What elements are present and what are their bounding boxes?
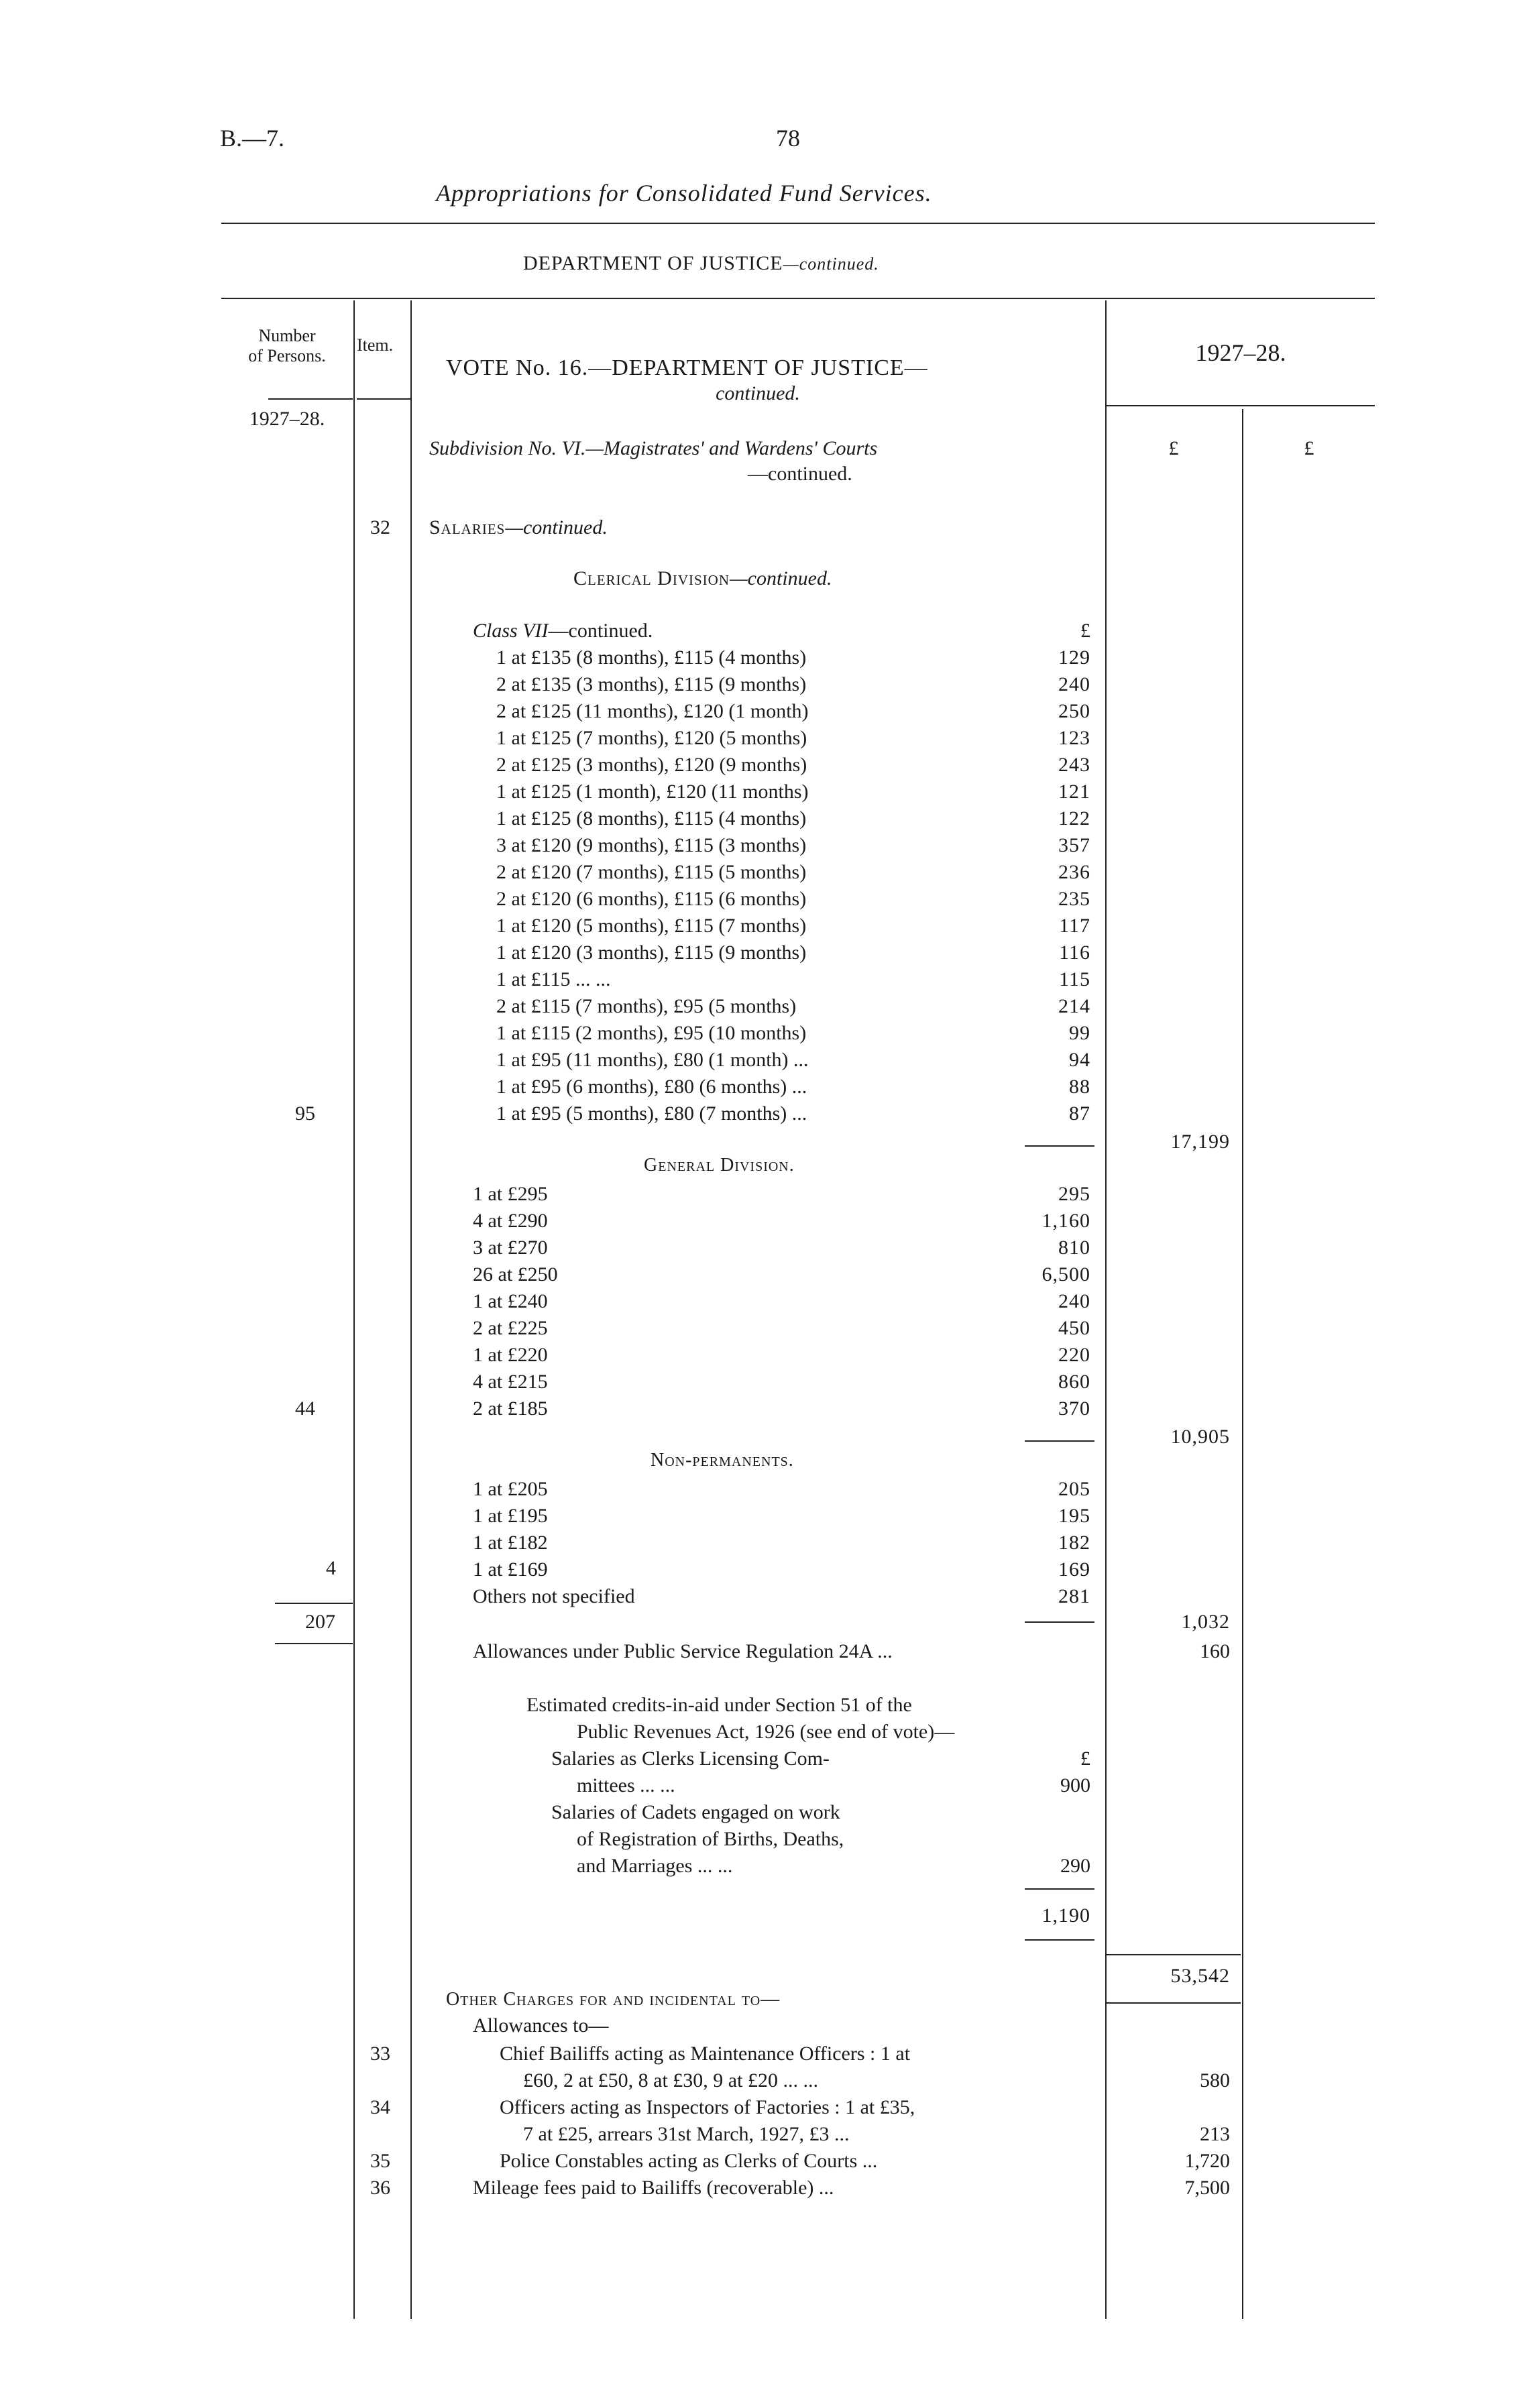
item-35-line1: Police Constables acting as Clerks of Courts ... bbox=[500, 2150, 878, 2172]
persons-sum-rule bbox=[275, 1603, 353, 1604]
clerical-row-text: 1 at £115 (2 months), £95 (10 months) bbox=[496, 1022, 807, 1044]
clerical-row-text: 2 at £125 (3 months), £120 (9 months) bbox=[496, 754, 807, 776]
item-36-amount: 7,500 bbox=[1184, 2177, 1230, 2199]
clerical-row-amount: 122 bbox=[1058, 807, 1090, 829]
subdivision-heading: Subdivision No. VI.—Magistrates' and Wardens' Courts bbox=[429, 437, 878, 459]
general-row-amount: 370 bbox=[1058, 1397, 1090, 1420]
general-row-text: 26 at £250 bbox=[473, 1263, 558, 1285]
nonperm-row-amount: 195 bbox=[1058, 1505, 1090, 1527]
credits-item1-line1: Salaries as Clerks Licensing Com- bbox=[551, 1747, 830, 1770]
clerical-row-amount: 214 bbox=[1058, 995, 1090, 1017]
clerical-row-text: 1 at £125 (1 month), £120 (11 months) bbox=[496, 781, 809, 803]
item-34-number: 34 bbox=[370, 2096, 390, 2118]
table-top-rule bbox=[221, 298, 1375, 299]
credits-sum-rule bbox=[1025, 1888, 1094, 1890]
salaries-total-rule bbox=[1107, 2002, 1241, 2004]
left-currency-symbol: £ bbox=[1168, 437, 1179, 459]
persons-header-rule bbox=[268, 398, 353, 400]
general-row-amount: 240 bbox=[1058, 1290, 1090, 1312]
clerical-row-amount: 240 bbox=[1058, 673, 1090, 695]
item-column-header: Item. bbox=[357, 335, 394, 355]
title-rule bbox=[221, 223, 1375, 224]
salaries-label: Salaries bbox=[429, 516, 506, 538]
clerical-row-text: 1 at £95 (5 months), £80 (7 months) ... bbox=[496, 1102, 807, 1125]
general-row-text: 2 at £225 bbox=[473, 1317, 548, 1339]
general-row-text: 2 at £185 bbox=[473, 1397, 548, 1420]
credits-item1-amount: 900 bbox=[1060, 1774, 1090, 1796]
credits-total: 1,190 bbox=[1041, 1904, 1090, 1927]
credits-item2-line3: and Marriages ... ... bbox=[577, 1855, 733, 1877]
clerical-row-text: 2 at £135 (3 months), £115 (9 months) bbox=[496, 673, 807, 695]
clerical-row-text: 1 at £135 (8 months), £115 (4 months) bbox=[496, 646, 807, 669]
clerical-row-amount: 117 bbox=[1059, 915, 1090, 937]
clerical-row-text: 2 at £120 (6 months), £115 (6 months) bbox=[496, 888, 807, 910]
salaries-item-number: 32 bbox=[370, 516, 390, 538]
credits-item2-line1: Salaries of Cadets engaged on work bbox=[551, 1801, 840, 1823]
nonperm-sum-rule bbox=[1025, 1621, 1094, 1623]
item-33-amount: 580 bbox=[1200, 2069, 1230, 2091]
page-reference: B.—7. bbox=[220, 125, 285, 152]
clerical-row-amount: 357 bbox=[1058, 834, 1090, 856]
credits-currency-symbol: £ bbox=[1080, 1747, 1090, 1770]
credits-line1: Estimated credits-in-aid under Section 51 of the bbox=[526, 1694, 912, 1716]
clerical-total: 17,199 bbox=[1170, 1131, 1230, 1153]
general-row-amount: 450 bbox=[1058, 1317, 1090, 1339]
clerical-row-text: 2 at £115 (7 months), £95 (5 months) bbox=[496, 995, 797, 1017]
nonperm-total: 1,032 bbox=[1181, 1611, 1230, 1633]
item-34-amount: 213 bbox=[1200, 2123, 1230, 2145]
other-charges-heading: Other Charges for and incidental to— bbox=[446, 1989, 781, 2010]
clerical-row-amount: 129 bbox=[1058, 646, 1090, 669]
general-row-amount: 295 bbox=[1058, 1183, 1090, 1205]
clerical-row-text: 1 at £125 (8 months), £115 (4 months) bbox=[496, 807, 807, 829]
nonperm-row-amount: 169 bbox=[1058, 1558, 1090, 1581]
credits-line2: Public Revenues Act, 1926 (see end of vote)— bbox=[577, 1721, 955, 1743]
column-line-item bbox=[410, 300, 412, 2319]
clerical-row-text: 1 at £95 (11 months), £80 (1 month) ... bbox=[496, 1049, 809, 1071]
clerical-row-text: 2 at £125 (11 months), £120 (1 month) bbox=[496, 700, 809, 722]
credits-item1-line2: mittees ... ... bbox=[577, 1774, 675, 1796]
clerical-row-amount: 250 bbox=[1058, 700, 1090, 722]
clerical-row-text: 3 at £120 (9 months), £115 (3 months) bbox=[496, 834, 807, 856]
column-line-right-amount bbox=[1242, 409, 1243, 2319]
department-suffix: —continued. bbox=[783, 254, 879, 274]
persons-year: 1927–28. bbox=[249, 408, 325, 430]
item-35-number: 35 bbox=[370, 2150, 390, 2172]
general-row-text: 1 at £295 bbox=[473, 1183, 548, 1205]
persons-total-rule bbox=[275, 1643, 353, 1644]
year-header-rule bbox=[1107, 405, 1375, 406]
general-row-text: 4 at £215 bbox=[473, 1371, 548, 1393]
clerical-row-text: 1 at £95 (6 months), £80 (6 months) ... bbox=[496, 1076, 807, 1098]
nonperm-row-text: 1 at £195 bbox=[473, 1505, 548, 1527]
general-total: 10,905 bbox=[1170, 1426, 1230, 1448]
nonperm-row-amount: 182 bbox=[1058, 1532, 1090, 1554]
salaries-continued: —continued. bbox=[505, 516, 608, 538]
salaries-heading bbox=[429, 516, 608, 539]
clerical-row-amount: 235 bbox=[1058, 888, 1090, 910]
class-currency-symbol: £ bbox=[1080, 620, 1090, 642]
clerical-row-text: 1 at £120 (5 months), £115 (7 months) bbox=[496, 915, 807, 937]
vote-continued: continued. bbox=[716, 382, 800, 404]
page-title: Appropriations for Consolidated Fund Services. bbox=[436, 180, 932, 207]
salaries-sum-rule bbox=[1107, 1954, 1241, 1955]
general-row-amount: 6,500 bbox=[1041, 1263, 1090, 1285]
item-34-line2: 7 at £25, arrears 31st March, 1927, £3 ... bbox=[523, 2123, 850, 2145]
credits-item2-amount: 290 bbox=[1060, 1855, 1090, 1877]
general-row-text: 3 at £270 bbox=[473, 1237, 548, 1259]
persons-total: 207 bbox=[305, 1611, 335, 1633]
clerical-row-amount: 236 bbox=[1058, 861, 1090, 883]
general-row-amount: 860 bbox=[1058, 1371, 1090, 1393]
general-row-text: 4 at £290 bbox=[473, 1210, 548, 1232]
allowances-reg-24a: Allowances under Public Service Regulation 24A ... bbox=[473, 1640, 893, 1662]
general-row-text: 1 at £220 bbox=[473, 1344, 548, 1366]
nonperm-row-text: 1 at £205 bbox=[473, 1478, 548, 1500]
nonperm-row-text: 1 at £182 bbox=[473, 1532, 548, 1554]
clerical-row-amount: 121 bbox=[1058, 781, 1090, 803]
nonperm-row-amount: 205 bbox=[1058, 1478, 1090, 1500]
clerical-row-text: 1 at £115 ... ... bbox=[496, 968, 611, 990]
clerical-row-amount: 99 bbox=[1069, 1022, 1090, 1044]
nonperm-persons: 4 bbox=[326, 1557, 336, 1579]
subdivision-continued: —continued. bbox=[748, 463, 852, 485]
general-persons: 44 bbox=[295, 1397, 315, 1420]
persons-column-header bbox=[221, 326, 353, 366]
clerical-division-heading bbox=[573, 567, 832, 590]
clerical-row-amount: 116 bbox=[1059, 941, 1090, 964]
clerical-row-amount: 123 bbox=[1058, 727, 1090, 749]
clerical-row-amount: 243 bbox=[1058, 754, 1090, 776]
allowances-to-heading: Allowances to— bbox=[473, 2014, 609, 2037]
class-label: Class VII bbox=[473, 620, 549, 642]
clerical-persons: 95 bbox=[295, 1102, 315, 1125]
department-name: DEPARTMENT OF JUSTICE bbox=[523, 252, 783, 274]
clerical-continued: —continued. bbox=[730, 567, 832, 589]
class-vii-heading bbox=[473, 620, 653, 642]
general-row-amount: 1,160 bbox=[1041, 1210, 1090, 1232]
column-line-left-amount bbox=[1105, 300, 1107, 2319]
right-currency-symbol: £ bbox=[1304, 437, 1314, 459]
item-34-line1: Officers acting as Inspectors of Factories : 1 at £35, bbox=[500, 2096, 915, 2118]
nonperm-row-amount: 281 bbox=[1058, 1585, 1090, 1607]
credits-bottom-rule bbox=[1025, 1939, 1094, 1941]
clerical-row-text: 1 at £125 (7 months), £120 (5 months) bbox=[496, 727, 807, 749]
item-33-line1: Chief Bailiffs acting as Maintenance Officers : 1 at bbox=[500, 2043, 911, 2065]
clerical-row-text: 2 at £120 (7 months), £115 (5 months) bbox=[496, 861, 807, 883]
item-33-line2: £60, 2 at £50, 8 at £30, 9 at £20 ... ... bbox=[523, 2069, 818, 2091]
general-row-amount: 220 bbox=[1058, 1344, 1090, 1366]
page-number: 78 bbox=[776, 125, 800, 152]
clerical-row-text: 1 at £120 (3 months), £115 (9 months) bbox=[496, 941, 807, 964]
clerical-row-amount: 88 bbox=[1069, 1076, 1090, 1098]
credits-item2-line2: of Registration of Births, Deaths, bbox=[577, 1828, 844, 1850]
item-35-amount: 1,720 bbox=[1184, 2150, 1230, 2172]
item-36-number: 36 bbox=[370, 2177, 390, 2199]
clerical-sum-rule bbox=[1025, 1145, 1094, 1147]
clerical-row-amount: 94 bbox=[1069, 1049, 1090, 1071]
persons-header-line2: of Persons. bbox=[248, 346, 326, 365]
general-sum-rule bbox=[1025, 1440, 1094, 1442]
clerical-row-amount: 115 bbox=[1059, 968, 1090, 990]
class-continued: —continued. bbox=[548, 620, 653, 642]
general-row-text: 1 at £240 bbox=[473, 1290, 548, 1312]
salaries-total: 53,542 bbox=[1170, 1965, 1230, 1987]
item-33-number: 33 bbox=[370, 2043, 390, 2065]
clerical-row-amount: 87 bbox=[1069, 1102, 1090, 1125]
year-header: 1927–28. bbox=[1195, 339, 1286, 366]
general-division-heading: General Division. bbox=[644, 1155, 795, 1176]
column-line-persons bbox=[353, 300, 355, 2319]
clerical-label: Clerical Division bbox=[573, 567, 730, 589]
item-header-rule bbox=[357, 398, 410, 400]
general-row-amount: 810 bbox=[1058, 1237, 1090, 1259]
vote-title: VOTE No. 16.—DEPARTMENT OF JUSTICE— bbox=[446, 355, 928, 380]
nonperm-row-text: Others not specified bbox=[473, 1585, 635, 1607]
allowances-amount: 160 bbox=[1200, 1640, 1230, 1662]
item-36-line1: Mileage fees paid to Bailiffs (recoverable) ... bbox=[473, 2177, 834, 2199]
persons-header-line1: Number bbox=[258, 326, 316, 345]
department-heading bbox=[523, 252, 879, 276]
nonpermanents-heading: Non-permanents. bbox=[651, 1450, 794, 1471]
nonperm-row-text: 1 at £169 bbox=[473, 1558, 548, 1581]
